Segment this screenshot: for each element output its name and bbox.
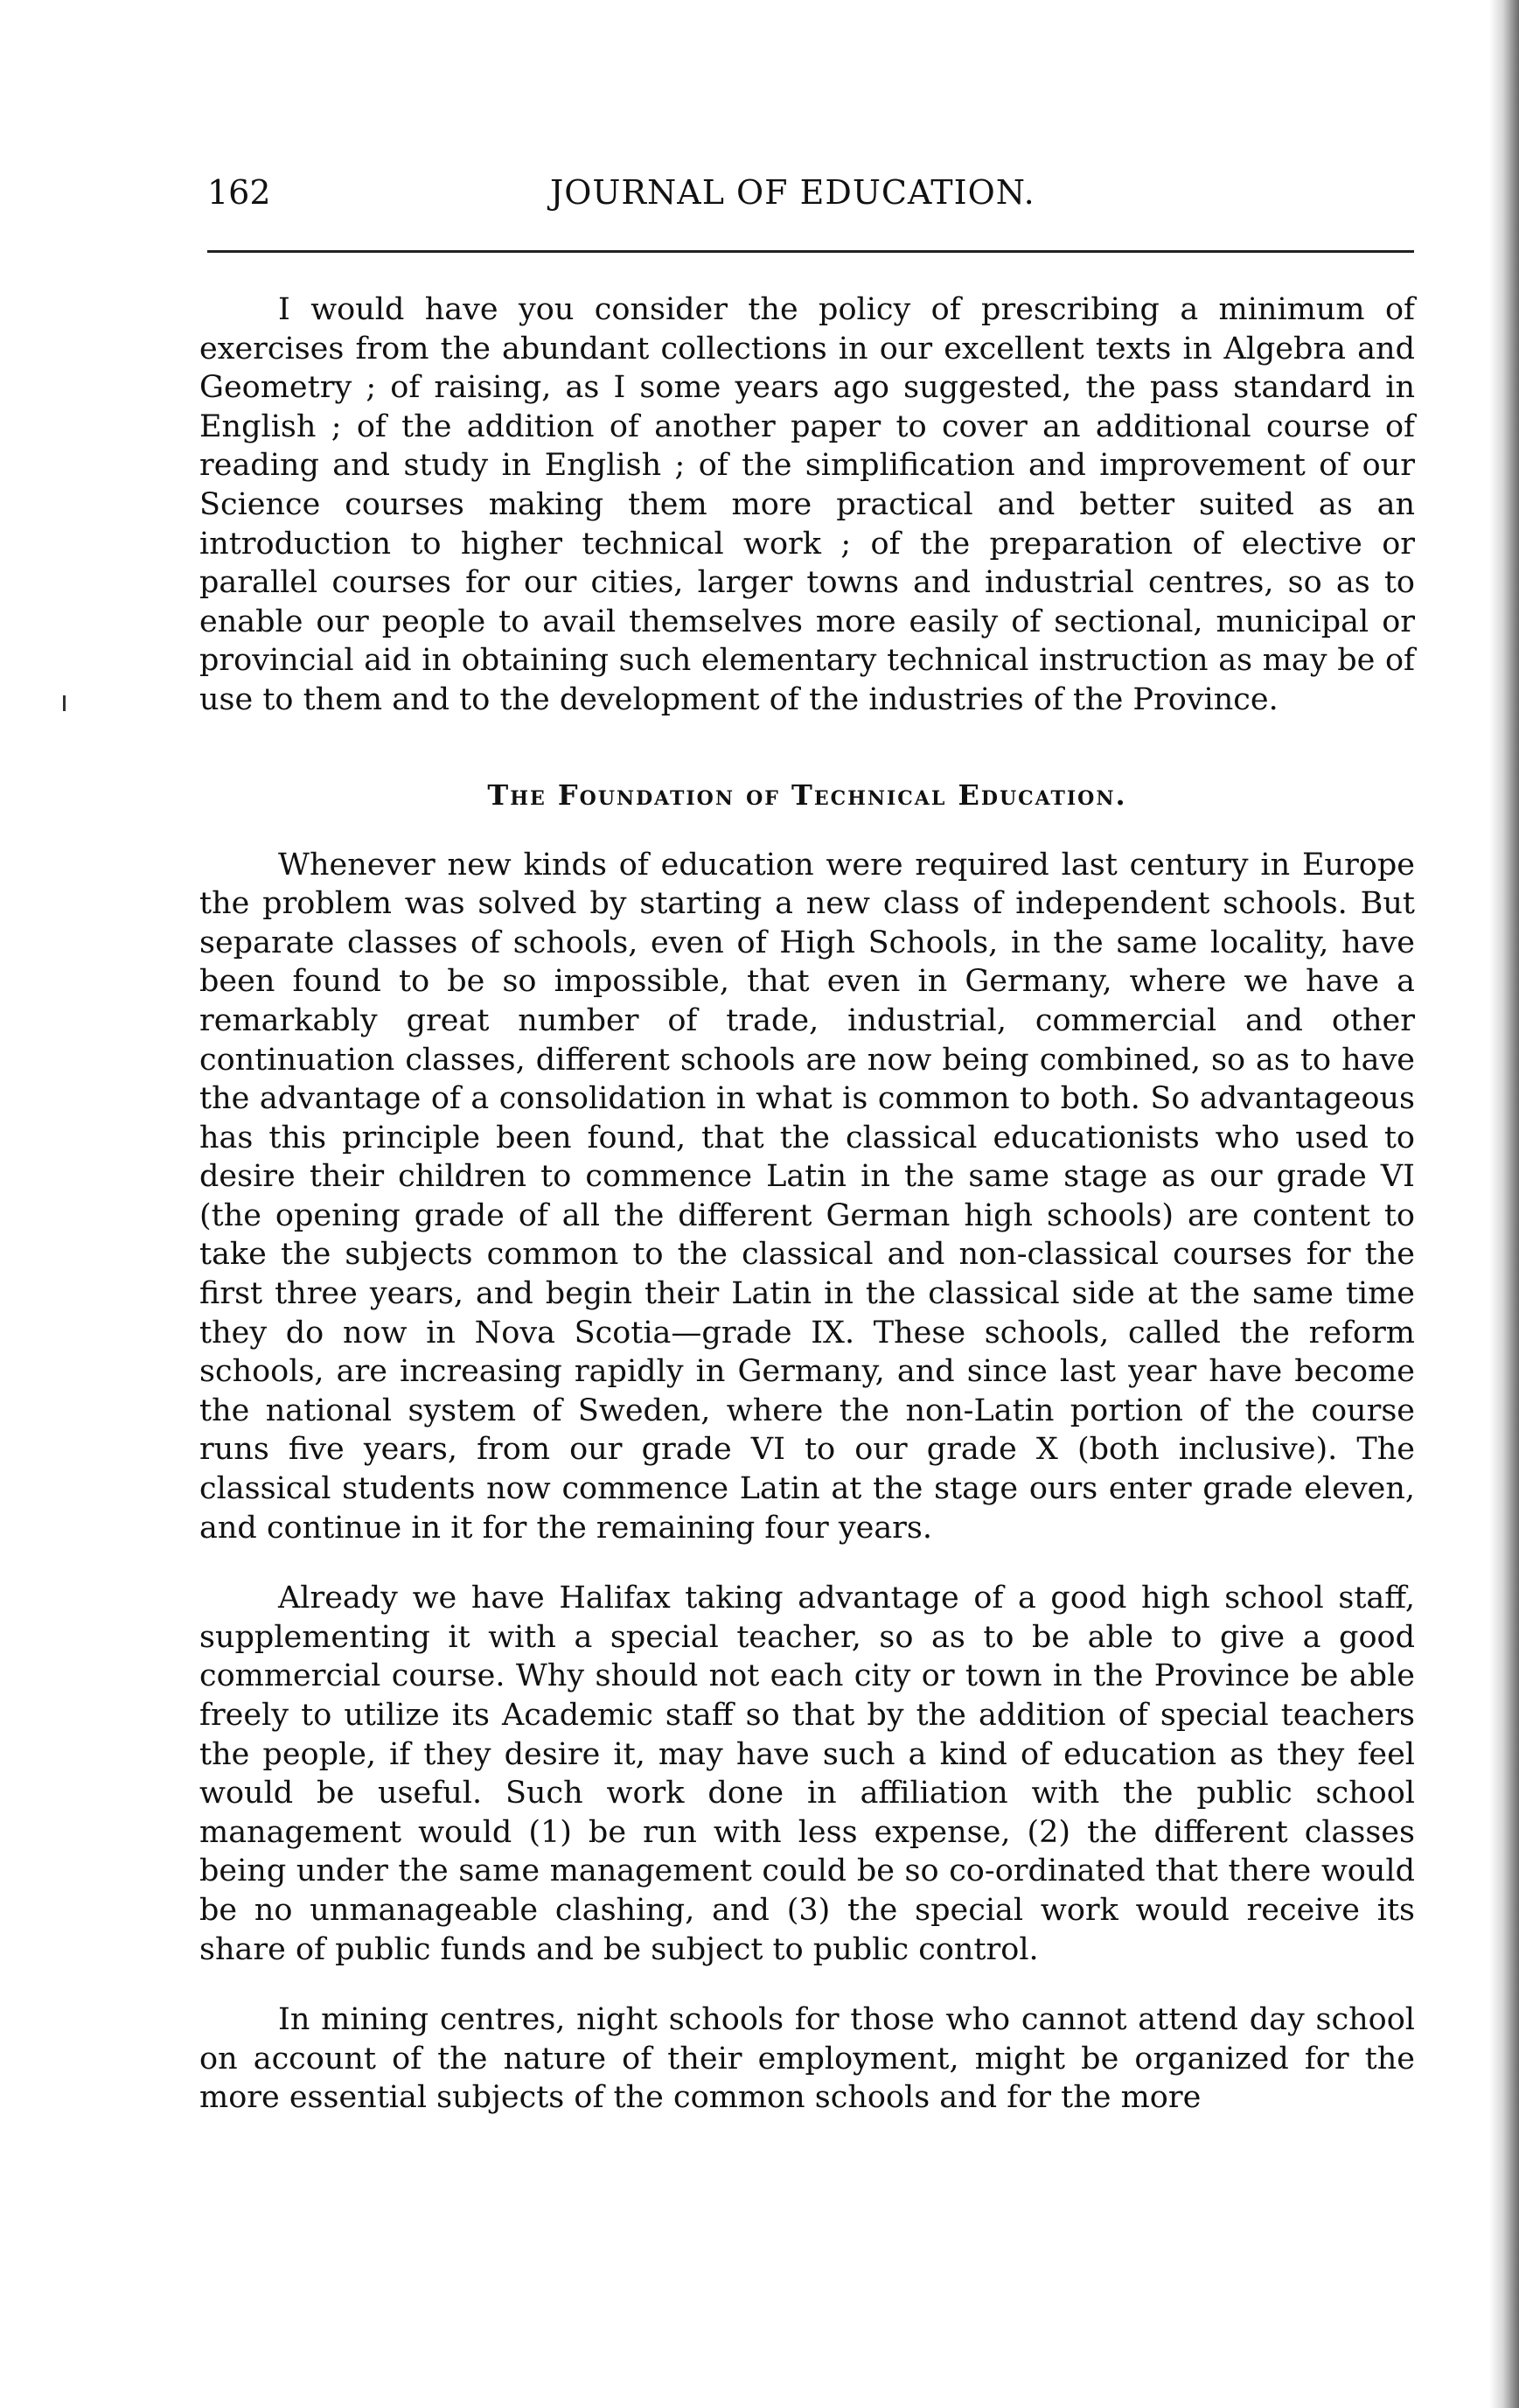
header-rule xyxy=(207,250,1414,253)
paragraph-technical-1: Whenever new kinds of education were required last century in Europe the problem was solved by starting a new class of independent schools. But separate classes of schools, even of High Schools, in the same locality, have been found to be so impossible, that even in Germany, where we have a remarkably great number of trade, industrial, commercial and other continuation classes, different schools are now being combined, so as to have the advantage of a consolidation in what is common to both. So advantageous has this principle been found, that the classical educationists who used to desire their children to commence Latin in the same stage as our grade VI (the opening grade of all the different German high schools) are content to take the subjects common to the classical and non-classical courses for the first three years, and begin their Latin in the classical side at the same time they do now in Nova Scotia—grade IX. These schools, called the reform schools, are increasing rapidly in Germany, and since last year have become the national system of Sweden, where the non-Latin portion of the course runs five years, from our grade VI to our grade X (both inclusive). The classical students now commence Latin at the stage ours enter grade eleven, and continue in it for the remaining four years. xyxy=(199,847,1415,1546)
body-text xyxy=(199,290,1415,2118)
margin-mark xyxy=(63,695,66,711)
paragraph-technical-3: In mining centres, night schools for those who cannot attend day school on account of the nature of their employment, might be organized for the more essential subjects of the common schools and for the more xyxy=(199,2002,1415,2116)
page-header xyxy=(207,171,1414,224)
section-heading: The Foundation of Technical Education. xyxy=(487,778,1127,812)
running-title: JOURNAL OF EDUCATION. xyxy=(550,173,1035,212)
page-number: 162 xyxy=(207,173,271,212)
paragraph-technical-2: Already we have Halifax taking advantage of a good high school staff, supplementing it with a special teacher, so as to be able to give a good commercial course. Why should not each city or town in the Province be able freely to utilize its Academic staff so that by the addition of special teachers the people, if they desire it, may have such a kind of education as they feel would be useful. Such work done in affiliation with the public school management would (1) be run with less expense, (2) the different classes being under the same management could be so co-ordinated that there would be no unmanageable clashing, and (3) the special work would receive its share of public funds and be subject to public control. xyxy=(199,1581,1415,1967)
paragraph-intro: I would have you consider the policy of prescribing a minimum of exercises from the abundant collections in our excellent texts in Algebra and Geometry ; of raising, as I some years ago suggested, the pass standard in English ; of the addition of another paper to cover an additional course of reading and study in English ; of the simplification and improvement of our Science courses making them more practical and better suited as an introduction to higher technical work ; of the preparation of elective or parallel courses for our cities, larger towns and industrial centres, so as to enable our people to avail themselves more easily of sectional, municipal or provincial aid in obtaining such elementary technical instruction as may be of use to them and to the development of the industries of the Province. xyxy=(199,292,1415,717)
page-edge-shadow xyxy=(1489,0,1519,2408)
